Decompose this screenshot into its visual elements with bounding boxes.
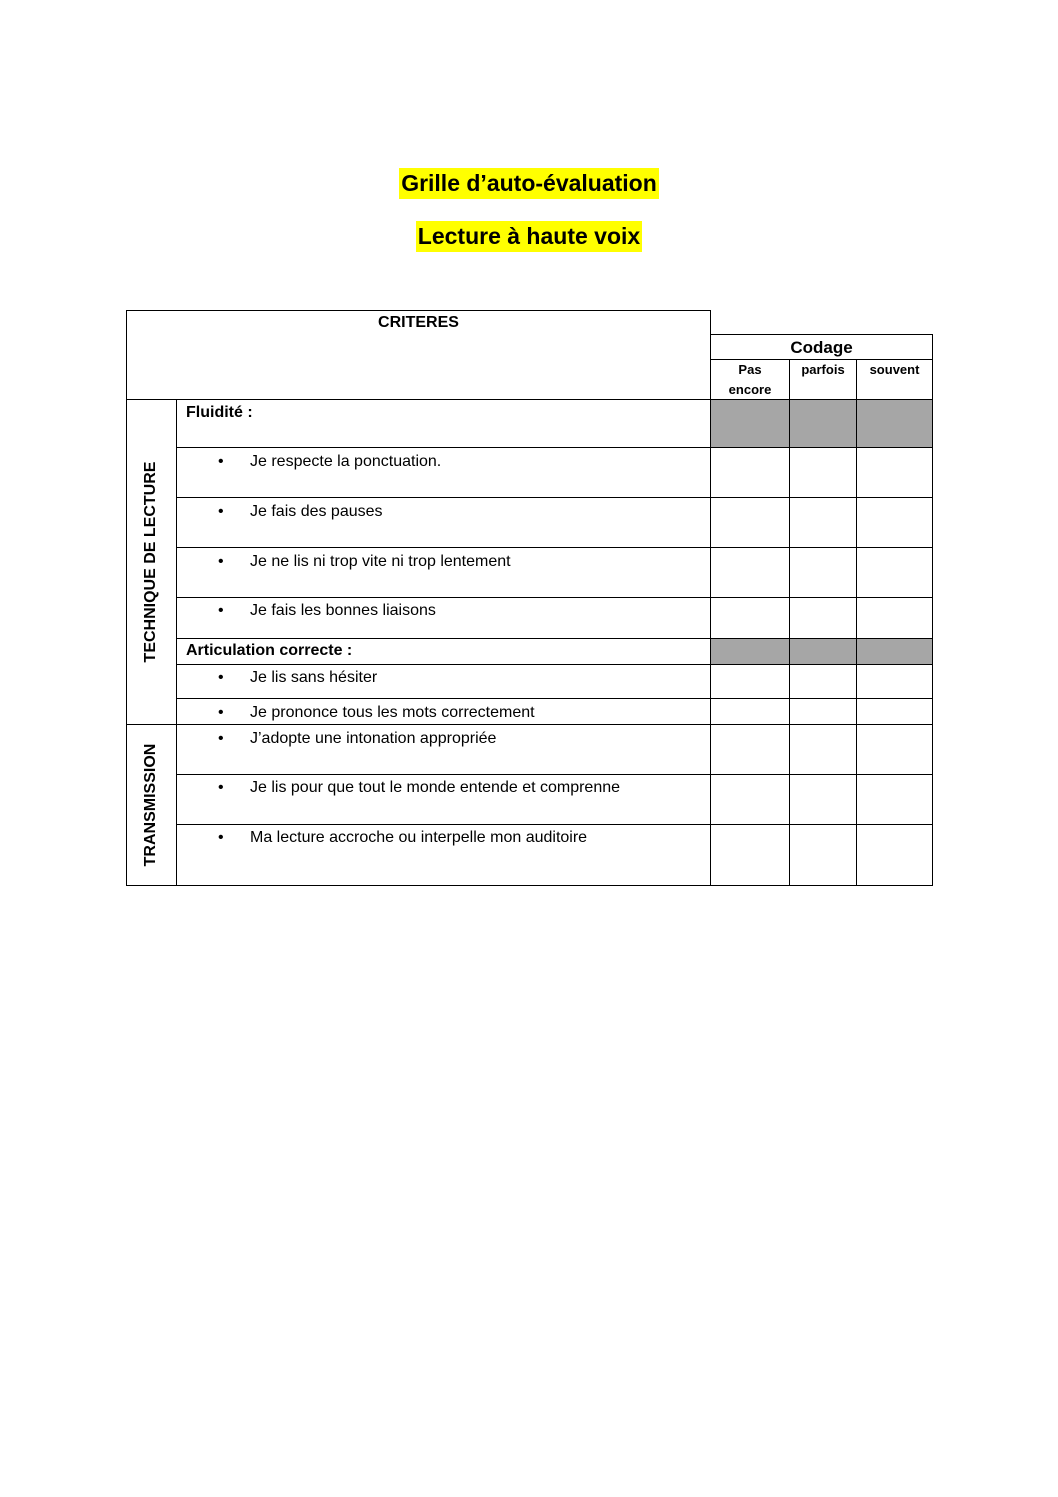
row-line-2 [176, 497, 933, 498]
row-line-5 [176, 638, 933, 639]
bullet-icon: • [218, 602, 224, 619]
title-line-2: Lecture à haute voix [416, 221, 642, 252]
row-line-3 [176, 547, 933, 548]
shade-fluidite [711, 400, 932, 448]
row-line-1 [176, 447, 933, 448]
column-encore-label: encore [728, 382, 772, 397]
column-pas-label: Pas [738, 362, 762, 377]
bullet-icon: • [218, 669, 224, 686]
table-border-left [126, 310, 127, 886]
document-subtitle [0, 223, 1058, 250]
row-line-7 [176, 698, 933, 699]
table-border-top-criteres [126, 310, 711, 311]
bullet-icon: • [218, 730, 224, 747]
column-pas-encore [710, 360, 790, 400]
table-border-right [932, 334, 933, 886]
document-title [0, 170, 1058, 197]
table-border-top-codage [710, 334, 933, 335]
row-line-9 [176, 774, 933, 775]
title-line-1: Grille d’auto-évaluation [399, 168, 659, 199]
section-divider [126, 724, 933, 725]
section-label-divider [176, 399, 177, 886]
row-line-4 [176, 597, 933, 598]
criterion-text: Je fais des pauses [250, 503, 383, 520]
column-parfois: parfois [801, 362, 845, 377]
group-heading-articulation: Articulation correcte : [186, 642, 353, 659]
table-border-bottom [126, 885, 933, 886]
criterion-text: Je fais les bonnes liaisons [250, 602, 436, 619]
bullet-icon: • [218, 453, 224, 470]
bullet-icon: • [218, 704, 224, 721]
row-line-10 [176, 824, 933, 825]
criterion-text: Ma lecture accroche ou interpelle mon auditoire [250, 829, 588, 846]
column-souvent: souvent [869, 362, 920, 377]
bullet-icon: • [218, 779, 224, 796]
criteria-header: CRITERES [378, 314, 459, 331]
bullet-icon: • [218, 553, 224, 570]
criterion-text: Je prononce tous les mots correctement [250, 704, 535, 721]
row-line-6 [176, 664, 933, 665]
criterion-text: Je ne lis ni trop vite ni trop lentement [250, 553, 511, 570]
criterion-text: Je respecte la ponctuation. [250, 453, 442, 470]
bullet-icon: • [218, 503, 224, 520]
criterion-text: Je lis pour que tout le monde entende et comprenne [250, 779, 621, 796]
section-label-transmission: TRANSMISSION [142, 743, 159, 867]
criterion-text: Je lis sans hésiter [250, 669, 378, 686]
header-bottom [126, 399, 933, 400]
criterion-text: J’adopte une intonation appropriée [250, 730, 497, 747]
col-divider-1 [789, 359, 790, 886]
section-label-technique: TECHNIQUE DE LECTURE [142, 461, 159, 663]
shade-articulation [711, 639, 932, 664]
codage-header: Codage [790, 338, 853, 357]
col-divider-2 [856, 359, 857, 886]
group-heading-fluidite: Fluidité : [186, 404, 253, 421]
bullet-icon: • [218, 829, 224, 846]
